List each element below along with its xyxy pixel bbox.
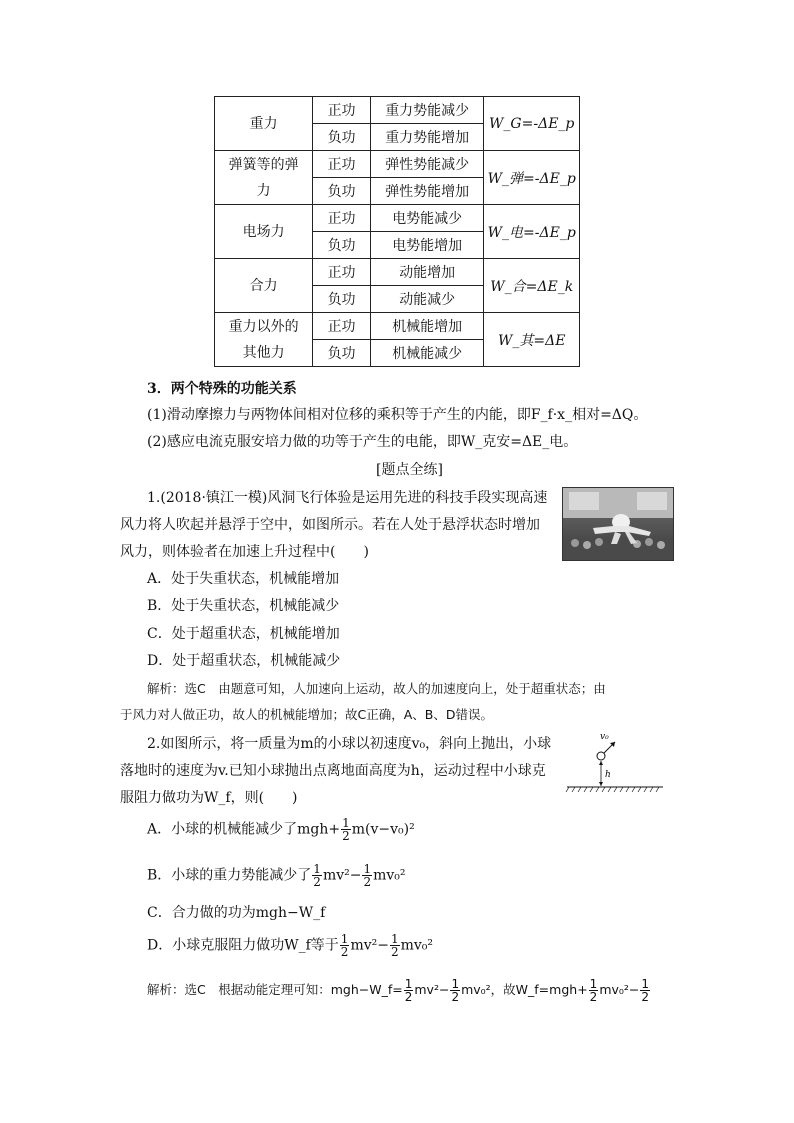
negative-work-label: 负功: [313, 124, 371, 151]
table-row: [215, 259, 580, 286]
work-energy-formula: W_G=-ΔE_p: [484, 97, 580, 151]
positive-work-change: 重力势能减少: [370, 97, 484, 124]
projectile-figure: [565, 730, 665, 800]
q2-option-a: A．小球的机械能减少了mgh+ $\frac{1}{2}$ m(v−v₀)²: [147, 816, 415, 843]
negative-work-label: 负功: [313, 232, 371, 259]
q1-line3: 风力，则体验者在加速上升过程中( ): [120, 544, 369, 560]
work-energy-formula: W_其=ΔE: [484, 313, 580, 367]
negative-work-change: 动能减少: [370, 286, 484, 313]
practice-title: [题点全练]: [376, 462, 443, 478]
force-name: 合力: [215, 259, 313, 313]
section3-item2: (2)感应电流克服安培力做的功等于产生的电能，即W_克安=ΔE_电。: [147, 434, 578, 450]
q2-option-d: D．小球克服阻力做功W_f等于 $\frac{1}{2}$ mv²− $\frac{1}{2}$ mv₀²: [147, 932, 434, 959]
force-name: 弹簧等的弹力: [215, 151, 313, 205]
q2-solution: 解析：选C 根据动能定理可知：mgh−W_f= $\frac{1}{2}$ mv²− $\frac{1}{2}$ mv₀²，故W_f=mgh+ $\frac{1}{2}$ mv₀²− $\frac{1}{2}$: [147, 977, 650, 1004]
figure-v0-label: v₀: [600, 732, 609, 742]
section3-heading: 3．两个特殊的功能关系: [147, 381, 297, 397]
q1-line1: 1.(2018·镇江一模)风洞飞行体验是运用先进的科技手段实现高速: [147, 490, 548, 506]
negative-work-change: 弹性势能增加: [370, 178, 484, 205]
positive-work-change: 动能增加: [370, 259, 484, 286]
work-energy-formula: W_合=ΔE_k: [484, 259, 580, 313]
q1-option-b: B．处于失重状态，机械能减少: [147, 598, 340, 614]
positive-work-label: 正功: [313, 97, 371, 124]
force-name: 重力以外的其他力: [215, 313, 313, 367]
positive-work-change: 电势能减少: [370, 205, 484, 232]
table-row: [215, 205, 580, 232]
positive-work-change: 弹性势能减少: [370, 151, 484, 178]
positive-work-label: 正功: [313, 259, 371, 286]
wind-tunnel-photo: [562, 487, 674, 561]
q1-option-d: D．处于超重状态，机械能减少: [147, 653, 341, 669]
work-energy-formula: W_电=-ΔE_p: [484, 205, 580, 259]
negative-work-change: 电势能增加: [370, 232, 484, 259]
negative-work-change: 机械能减少: [370, 340, 484, 367]
q2-option-c: C．合力做的功为mgh−W_f: [147, 905, 326, 921]
figure-h-label: h: [605, 770, 611, 780]
q1-line2: 风力将人吹起并悬浮于空中，如图所示。若在人处于悬浮状态时增加: [120, 517, 540, 533]
q1-option-c: C．处于超重状态，机械能增加: [147, 626, 340, 642]
negative-work-label: 负功: [313, 340, 371, 367]
work-energy-table: [214, 96, 580, 367]
q2-line1: 2.如图所示，将一质量为m的小球以初速度v₀，斜向上抛出，小球: [147, 736, 552, 752]
q1-solution-line1: 解析：选C 由题意可知，人加速向上运动，故人的加速度向上，处于超重状态；由: [147, 681, 606, 696]
positive-work-label: 正功: [313, 313, 371, 340]
negative-work-label: 负功: [313, 178, 371, 205]
table-row: [215, 97, 580, 124]
table-row: [215, 313, 580, 340]
negative-work-change: 重力势能增加: [370, 124, 484, 151]
work-energy-formula: W_弹=-ΔE_p: [484, 151, 580, 205]
positive-work-label: 正功: [313, 151, 371, 178]
q2-option-b: B．小球的重力势能减少了 $\frac{1}{2}$ mv²− $\frac{1}{2}$ mv₀²: [147, 862, 406, 889]
q2-line2: 落地时的速度为v.已知小球抛出点离地面高度为h，运动过程中小球克: [120, 763, 546, 779]
positive-work-change: 机械能增加: [370, 313, 484, 340]
negative-work-label: 负功: [313, 286, 371, 313]
table-row: [215, 151, 580, 178]
force-name: 电场力: [215, 205, 313, 259]
positive-work-label: 正功: [313, 205, 371, 232]
section3-item1: (1)滑动摩擦力与两物体间相对位移的乘积等于产生的内能，即F_f·x_相对=ΔQ。: [147, 407, 648, 423]
q1-option-a: A．处于失重状态，机械能增加: [147, 571, 340, 587]
q2-line3: 服阻力做功为W_f，则( ): [120, 790, 298, 806]
force-name: 重力: [215, 97, 313, 151]
q1-solution-line2: 于风力对人做正功，故人的机械能增加；故C正确，A、B、D错误。: [120, 707, 493, 722]
